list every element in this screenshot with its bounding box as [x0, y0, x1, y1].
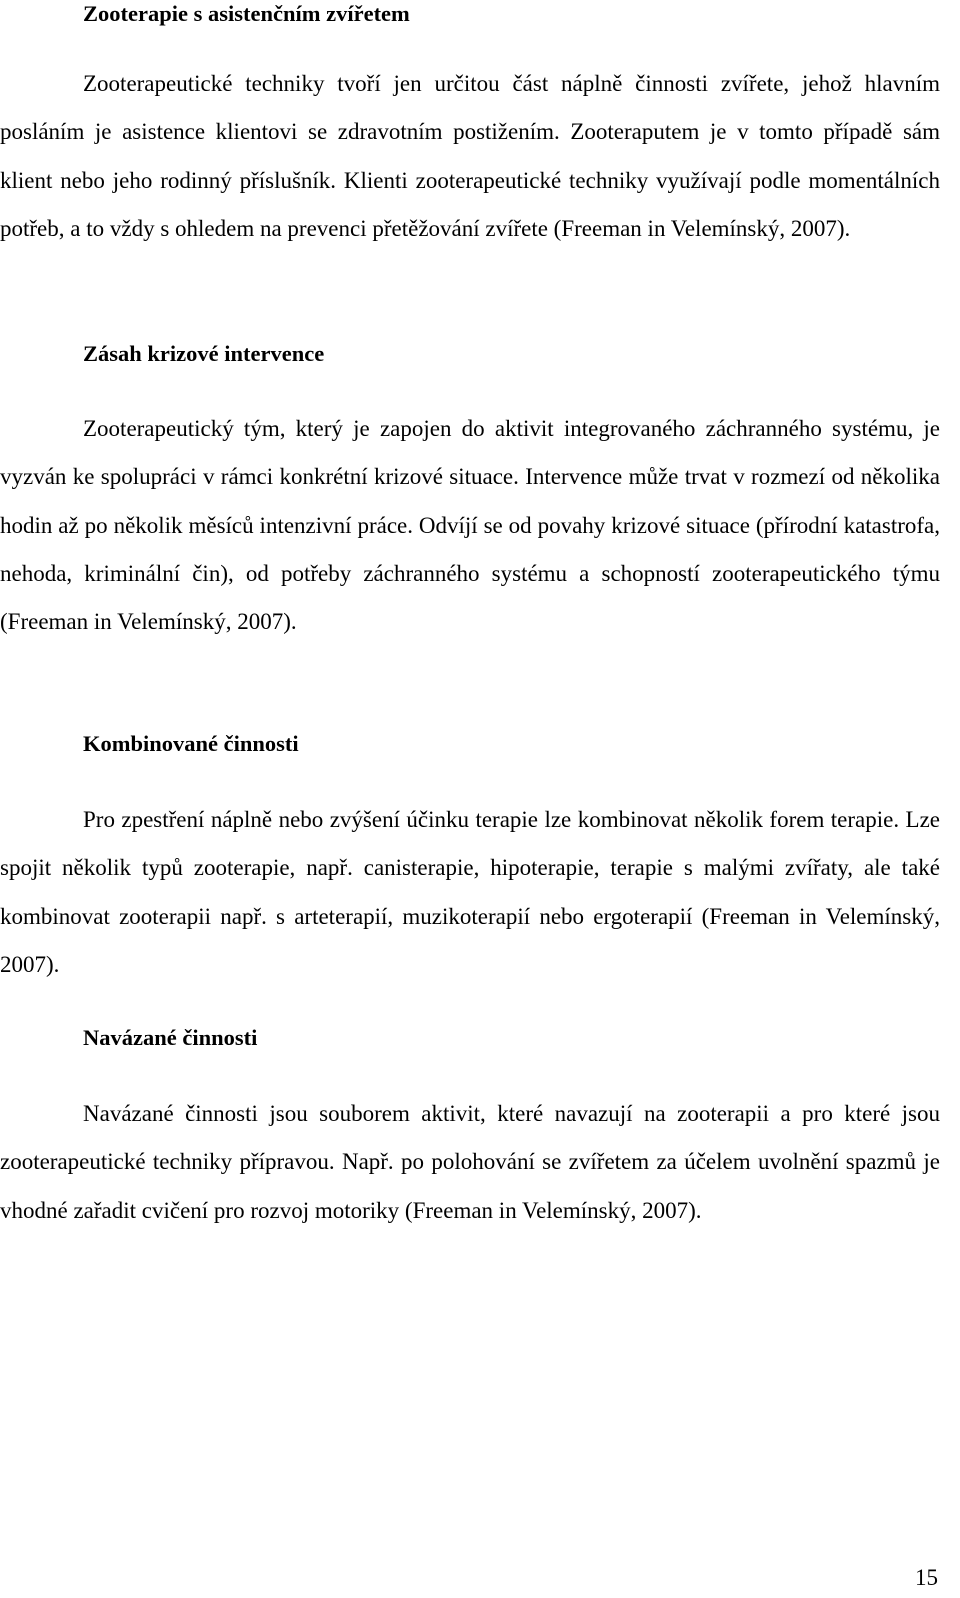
section-paragraph-krizova-intervence: Zooterapeutický tým, který je zapojen do aktivit integrovaného záchranného systému, je vyzván ke spolupráci v rámci konkrétní krizové situace. Intervence může trvat v rozmezí od několika hodin až po několik měsíců intenzivní práce. Odvíjí se od povahy krizové situace (přírodní katastrofa, nehoda, kriminální čin), od potřeby záchranného systému a schopností zooterapeutického týmu (Freeman in Velemínský, 2007). [0, 416, 940, 635]
page-number: 15 [915, 1565, 938, 1590]
section-heading-krizova-intervence: Zásah krizové intervence [83, 341, 325, 366]
section-heading-kombinovane-cinnosti: Kombinované činnosti [83, 731, 299, 756]
section-paragraph-kombinovane-cinnosti: Pro zpestření náplně nebo zvýšení účinku terapie lze kombinovat několik forem terapie. Lze spojit několik typů zooterapie, např. canisterapie, hipoterapie, terapie s malými zvířaty, ale také kombinovat zooterapii např. s arteterapií, muzikoterapií nebo ergoterapií (Freeman in Velemínský, 2007). [0, 807, 940, 977]
section-heading-navazane-cinnosti: Navázané činnosti [83, 1025, 258, 1050]
section-heading-asistencni-zvire: Zooterapie s asistenčním zvířetem [83, 1, 410, 26]
section-paragraph-navazane-cinnosti: Navázané činnosti jsou souborem aktivit, které navazují na zooterapii a pro které jsou zooterapeutické techniky přípravou. Např. po polohování se zvířetem za účelem uvolnění spazmů je vhodné zařadit cvičení pro rozvoj motoriky (Freeman in Velemínský, 2007). [0, 1101, 940, 1223]
section-paragraph-asistencni-zvire: Zooterapeutické techniky tvoří jen určitou část náplně činnosti zvířete, jehož hlavním posláním je asistence klientovi se zdravotním postižením. Zooteraputem je v tomto případě sám klient nebo jeho rodinný příslušník. Klienti zooterapeutické techniky využívají podle momentálních potřeb, a to vždy s ohledem na prevenci přetěžování zvířete (Freeman in Velemínský, 2007). [0, 71, 940, 241]
